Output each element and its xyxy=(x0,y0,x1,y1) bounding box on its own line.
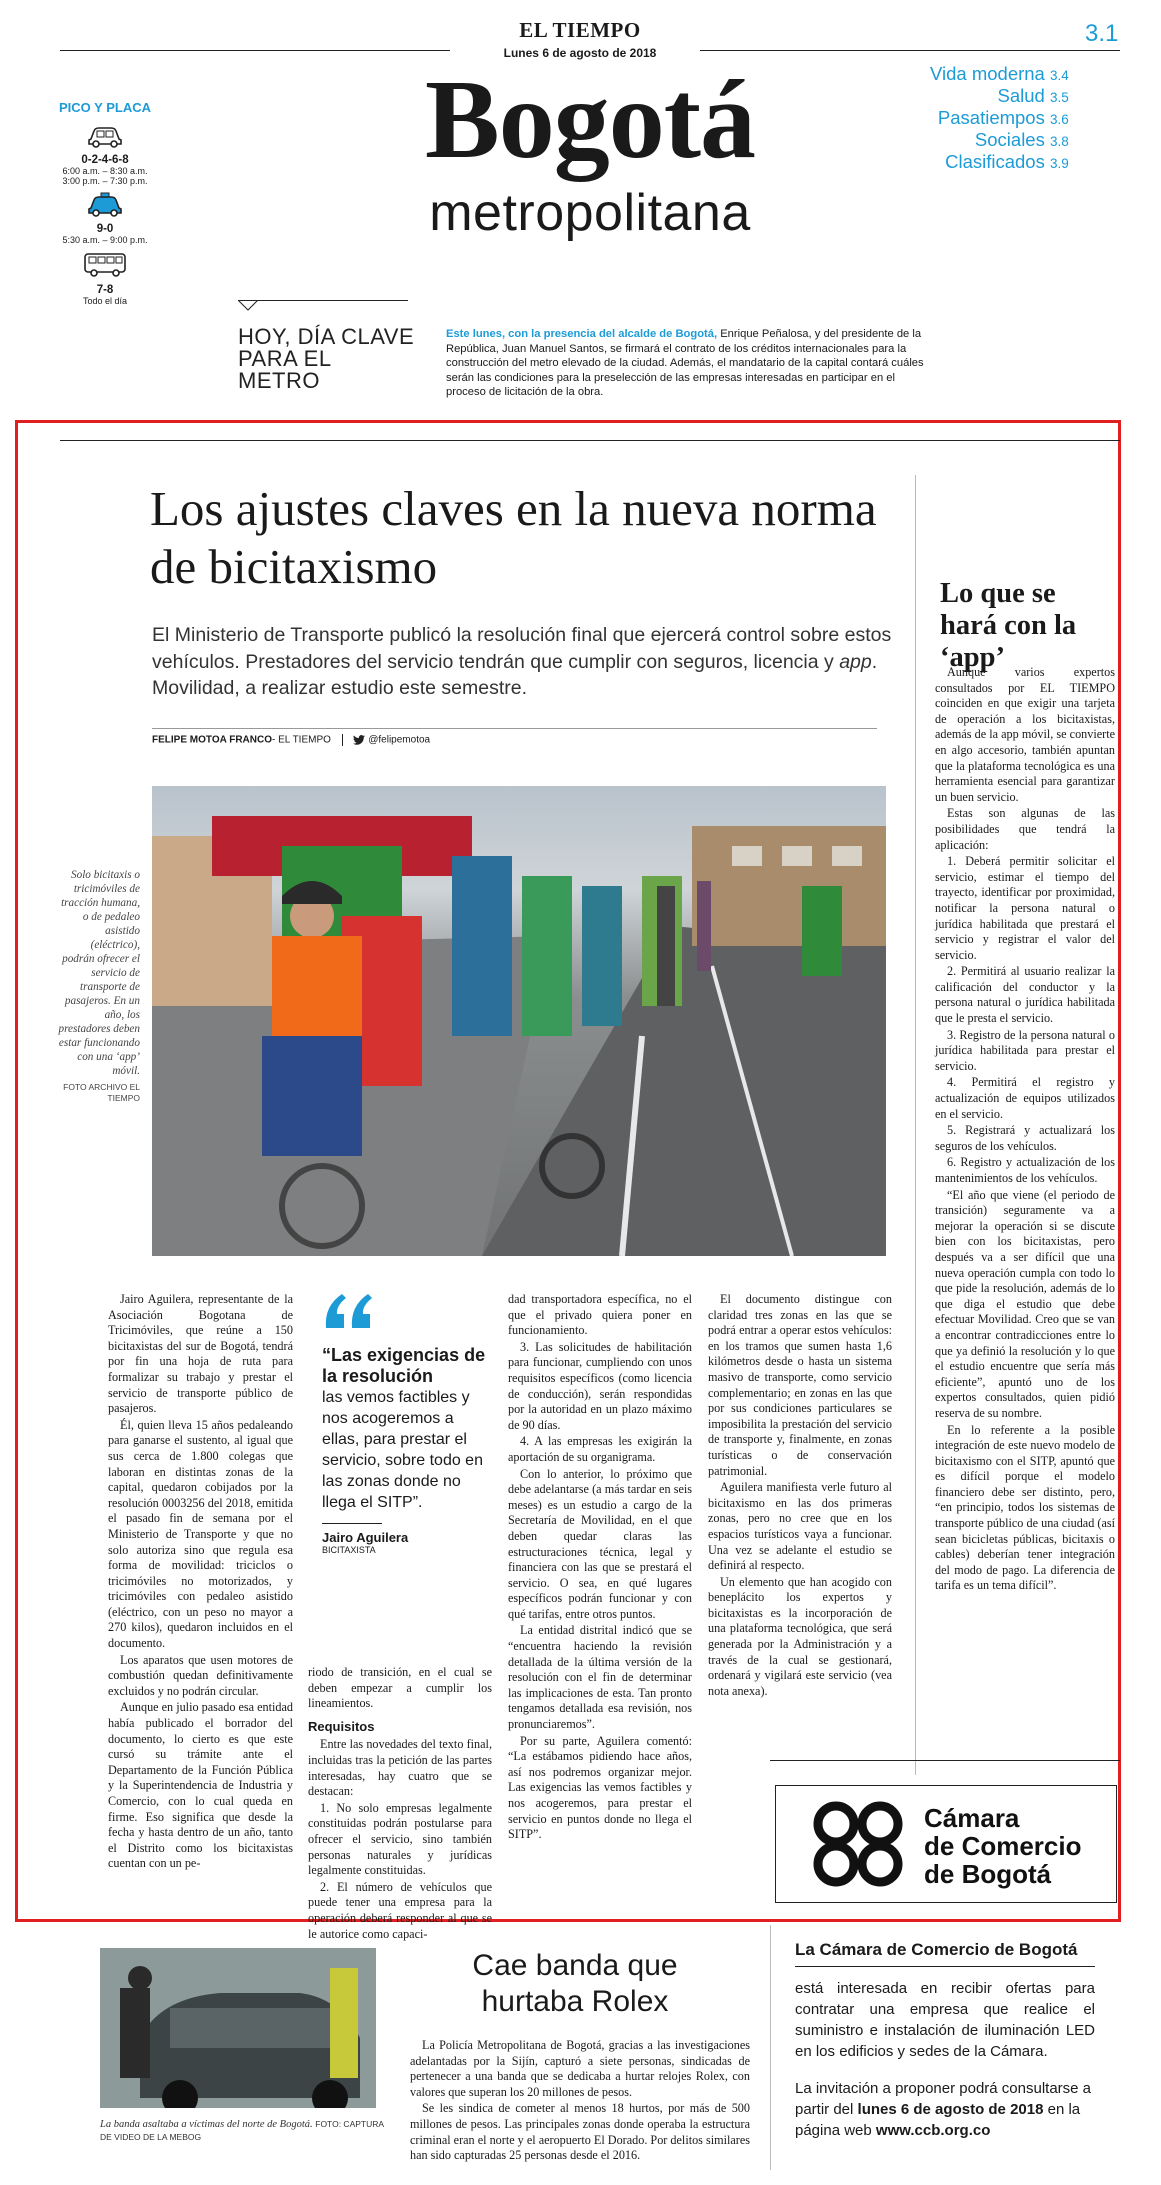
bicitaxi-photo xyxy=(152,786,886,1256)
index-item[interactable]: Vida moderna 3.4 xyxy=(930,63,1069,84)
ccb-logo-text: Cámara de Comercio de Bogotá xyxy=(924,1803,1082,1889)
paragraph: 6. Registro y actualización de los mantenimientos de los vehículos. xyxy=(935,1155,1115,1185)
quote-lead: “Las exigencias de la resolución xyxy=(322,1345,486,1386)
today-lead: Este lunes, con la presencia del alcalde de Bogotá, xyxy=(446,328,718,340)
times-1b: 3:00 p.m. – 7:30 p.m. xyxy=(62,176,148,186)
car-icon xyxy=(85,123,125,149)
paragraph: Él, quien lleva 15 años pedaleando para ganarse el sustento, al igual que sus cerca de 1.800 colegas que laboran en distintas zonas de la capital, quedaron cobijados por la resolución 0003256 del 2018, emitida el pasado fin de semana por el Ministerio de Transporte y que no solo autoriza sino que regula esa forma de movilidad: triciclos o tricimóviles no motorizados, y tricimóviles con pedaleo asistido (eléctrico, con un peso no mayor a 270 kilos), quedaron incluidos en el documento. xyxy=(108,1417,293,1651)
sidebar-divider xyxy=(915,475,916,1775)
paragraph: Por su parte, Aguilera comentó: “La estábamos pidiendo hace años, así nos podremos organizar mejor. Las exigencias las vemos factibles y nos acogeremos, para prestar el servicio en puntos donde no llega el SITP”. xyxy=(508,1733,692,1842)
paragraph: 5. Registrará y actualizará los seguros de los vehículos. xyxy=(935,1123,1115,1153)
paragraph: 2. El número de vehículos que puede tener una empresa para la operación deberá responder al que se le autorice como capaci- xyxy=(308,1879,492,1941)
ad-heading-rule xyxy=(795,1966,1095,1967)
article-top-rule xyxy=(60,440,1120,441)
ad-body: está interesada en recibir ofertas para contratar una empresa que realice el suministro e instalación de iluminación LED en los edificios y sedes de la Cámara. xyxy=(795,1980,1095,2060)
ad-body-2: La invitación a proponer podrá consultarse a partir del lunes 6 de agosto de 2018 en la página web www.ccb.org.co xyxy=(795,2080,1092,2139)
sidebar-title: Lo que se hará con la ‘app’ xyxy=(940,578,1077,673)
quote-role: BICITAXISTA xyxy=(322,1545,376,1555)
brief-photo xyxy=(100,1948,376,2108)
brief-credit: FOTO: CAPTURA DE VIDEO DE LA MEBOG xyxy=(100,2119,384,2142)
sidebar-text xyxy=(935,665,1115,1595)
column-2 xyxy=(308,1665,492,1943)
subhead: Requisitos xyxy=(308,1718,375,1734)
ad-logo-box xyxy=(775,1785,1117,1903)
bus-icon xyxy=(82,251,128,279)
brief-text xyxy=(410,2038,750,2165)
sections-index xyxy=(900,64,1080,174)
paragraph: Estas son algunas de las posibilidades que tendrá la aplicación: xyxy=(935,806,1115,852)
column-3 xyxy=(508,1292,692,1844)
paragraph: 4. Permitirá el registro y actualización de equipos utilizados en el servicio. xyxy=(935,1075,1115,1121)
paragraph: 2. Permitirá al usuario realizar la calificación del conductor y la persona natural o jurídica habilitada que le presta el servicio. xyxy=(935,964,1115,1026)
paragraph: Un elemento que han acogido con beneplácito los expertos y bicitaxistas es la incorporación de una plataforma tecnológica, que será generada por la Administración y a través de la cual se gestionará, ordenará y vigilará este servicio (vea nota anexa). xyxy=(708,1574,892,1698)
plates-2: 9-0 xyxy=(96,223,114,235)
paragraph: El documento distingue con claridad tres zonas en las que se podrá entrar a operar estos vehículos: en los tramos que sumen hasta 1,6 kilómetros desde o hasta un sistema masivo de transporte, como servicio complementario; en zonas en las que por sus condiciones particulares se imposibilita la prestación del servicio de transporte y, finalmente, en zonas turísticas o de conservación patrimonial. xyxy=(708,1292,892,1478)
paragraph: 1. No solo empresas legalmente constituidas podrán postularse para ofrecer el servicio, sino también personas naturales y jurídicas legalmente constituidas. xyxy=(308,1800,492,1878)
article-deck: El Ministerio de Transporte publicó la resolución final que ejercerá control sobre estos vehículos. Prestadores del servicio tendrán que cumplir con seguros, licencia y app. Movilidad, a realizar estudio este semestre. xyxy=(152,624,892,699)
times-2: 5:30 a.m. – 9:00 p.m. xyxy=(62,235,148,245)
quote-body: las vemos factibles y nos acogeremos a ellas, para prestar el servicio, sobre todo en las zonas donde no llega el SITP”. xyxy=(322,1389,483,1511)
photo-caption: Solo bicitaxis o tricimóviles de tracción humana, o de pedaleo asistido (eléctrico), podrán ofrecer el servicio de transporte de pasajeros. En un año, los prestadores deben estar funcionando con una ‘app’ móvil. FOTO ARCHIVO EL TIEMPO xyxy=(58,869,140,1103)
taxi-icon xyxy=(85,192,125,218)
section-subtitle: metropolitana xyxy=(429,184,751,242)
plates-3: 7-8 xyxy=(96,284,114,296)
today-notch xyxy=(238,300,278,312)
top-rule-left xyxy=(60,50,450,51)
today-body: Enrique Peñalosa, y del presidente de la República, Juan Manuel Santos, se firmará el contrato de los créditos internacionales para la construcción del metro elevado de la ciudad. Además, el mandatario de la capital contará cuáles serán las condiciones para la preselección de las empresas interesadas en participar en el proceso de licitación de la obra. xyxy=(446,328,924,398)
bottom-divider xyxy=(770,1925,771,2170)
page-number: 3.1 xyxy=(1085,20,1119,47)
paragraph: En lo referente a la posible integración de este nuevo modelo de bicitaxismo con el SITP, apuntó que es difícil porque el modelo financiero debe ser distinto, pero, “en principio, todos los sistemas de transporte público de una ciudad (así sean bicicletas públicas, bicitaxis o cables) deberían tener integración del modo de pago. La diferencia de tarifa es un tema difícil”. xyxy=(935,1422,1115,1593)
brief-caption: La banda asaltaba a víctimas del norte de Bogotá. FOTO: CAPTURA DE VIDEO DE LA MEBOG xyxy=(100,2119,384,2142)
paragraph: 3. Las solicitudes de habilitación para funcionar, cumpliendo con unos requisitos específicos (como licencia de conducción), serán respondidas por la autoridad en un plazo máximo de 90 días. xyxy=(508,1339,692,1432)
paragraph: La Policía Metropolitana de Bogotá, gracias a las investigaciones adelantadas por la Sijín, capturó a siete personas, sindicadas de pertenecer a una banda que se dedicaba a hurtar relojes Rolex, con valores que superan los 20 millones de pesos. xyxy=(410,2038,750,2099)
section-title: Bogotá xyxy=(425,58,755,182)
paragraph: 3. Registro de la persona natural o jurídica habilitada para prestar el servicio. xyxy=(935,1027,1115,1073)
times-1a: 6:00 a.m. – 8:30 a.m. xyxy=(62,166,148,176)
index-item[interactable]: Clasificados 3.9 xyxy=(945,151,1069,172)
byline-rule xyxy=(152,728,877,729)
paragraph: Se les sindica de cometer al menos 18 hurtos, por más de 500 millones de pesos. Las principales zonas donde operaba la estructura criminal eran el norte y el aeropuerto El Dorado. Por delitos similares han sido capturadas 25 personas desde el 2016. xyxy=(410,2101,750,2163)
quote-mark-icon xyxy=(322,1288,378,1332)
paragraph: Con lo anterior, lo próximo que debe adelantarse (a más tardar en seis meses) es un estudio a cargo de la Secretaría de Movilidad, en el que deben quedar claras las estructuraciones técnica, legal y financiera con las que se prestará el servicio. O sea, en qué lugares específicos podrán funcionar y con qué tarifas, entre otros puntos. xyxy=(508,1466,692,1621)
pull-quote xyxy=(322,1288,492,1555)
twitter-handle[interactable]: @felipemotoa xyxy=(368,734,431,746)
paragraph: Aunque varios expertos consultados por EL TIEMPO coinciden en que exigir una tarjeta de operación a los bicitaxistas, además de la app móvil, se convierte en algo accesorio, también apuntan que la plataforma tecnológica es una herramienta esencial para garantizar un buen servicio. xyxy=(935,665,1115,804)
byline xyxy=(152,734,430,746)
times-3: Todo el día xyxy=(82,296,128,306)
paragraph: 1. Deberá permitir solicitar el servicio, estimar el tiempo del trayecto, identificar por proximidad, notificar la persona natural o jurídica habilitada que prestará el servicio y registrar el valor del servicio. xyxy=(935,854,1115,962)
paragraph: La entidad distrital indicó que se “encuentra haciendo la revisión detallada de la última versión de la resolución con el fin de determinar las implicaciones de esta. Tan pronto tengamos detallada esa revisión, nos pronunciaremos”. xyxy=(508,1623,692,1732)
paragraph: Jairo Aguilera, representante de la Asociación Bogotana de Tricimóviles, que reúne a 150 bicitaxistas del sur de Bogotá, tendrá por fin una hoja de ruta para formalizar su trabajo y prestar el servicio de transporte público de pasajeros. xyxy=(108,1292,293,1416)
issue-date: Lunes 6 de agosto de 2018 xyxy=(503,46,657,60)
photo-credit: FOTO ARCHIVO EL TIEMPO xyxy=(63,1082,140,1103)
paragraph: Aunque en julio pasado esa entidad había publicado el borrador del documento, lo cierto es que este cursó su trámite ante el Departamento de la Función Pública y la Superintendencia de Industria y Comercio, con lo cual queda en firme. Eso significa que desde la fecha y hasta dentro de un año, tanto el Distrito como los bicitaxistas cuentan con un pe- xyxy=(108,1700,293,1871)
paragraph: Aguilera manifiesta verle futuro al bicitaxismo en las dos primeras zonas, pero no cree que en los espacios turísticos vaya a funcionar. Una vez se adelante el estudio se definirá al respecto. xyxy=(708,1480,892,1573)
byline-org: - EL TIEMPO xyxy=(272,734,331,746)
top-rule-right xyxy=(700,50,1120,51)
ad-url[interactable]: www.ccb.org.co xyxy=(875,2122,991,2139)
twitter-icon xyxy=(353,735,365,745)
ad-top-rule xyxy=(770,1760,1120,1761)
pico-placa xyxy=(40,100,170,306)
ccb-logo-icon xyxy=(806,1800,916,1890)
paragraph: “El año que viene (el periodo de transición) seguramente va a mejorar la operación si se discute bien con los bicitaxistas, pero después va a ser difícil que una nueva operación cumpla con todo lo que pide la resolución, además de lo que diga el estudio que debe efectuar Movilidad. Creo que se van a encontrar contradicciones entre lo que ya definió la resolución y lo que el estudio encuentre que sería más eficiente”, apuntó uno de los expertos consultados, quien pidió reserva de su nombre. xyxy=(935,1187,1115,1420)
column-4 xyxy=(708,1292,892,1700)
article-headline: Los ajustes claves en la nueva norma de bicitaxismo xyxy=(150,481,877,594)
column-1 xyxy=(108,1292,293,1873)
paragraph: riodo de transición, en el cual se deben empezar a cumplir los lineamientos. xyxy=(308,1665,492,1711)
index-item[interactable]: Sociales 3.8 xyxy=(974,129,1069,150)
byline-name: FELIPE MOTOA FRANCO xyxy=(152,734,272,746)
paragraph: dad transportadora específica, no el que el privado quiera poner en funcionamiento. xyxy=(508,1292,692,1338)
today-label: HOY, DÍA CLAVE PARA EL METRO xyxy=(238,324,415,393)
paragraph: 4. A las empresas les exigirán la aportación de su organigrama. xyxy=(508,1434,692,1464)
today-text xyxy=(446,327,936,400)
ad-heading: La Cámara de Comercio de Bogotá xyxy=(795,1940,1078,1959)
index-item[interactable]: Pasatiempos 3.6 xyxy=(937,107,1069,128)
brief-headline: Cae banda que hurtaba Rolex xyxy=(472,1949,678,2018)
paragraph: Entre las novedades del texto final, incluidas tras la petición de las partes interesadas, hay cuatro que se destacan: xyxy=(308,1737,492,1799)
paragraph: Los aparatos que usen motores de combustión quedan definitivamente excluidos y no podrán circular. xyxy=(108,1652,293,1698)
pico-placa-title: PICO Y PLACA xyxy=(59,100,151,115)
index-item[interactable]: Salud 3.5 xyxy=(997,85,1069,106)
quote-author: Jairo Aguilera xyxy=(322,1530,409,1545)
plates-1: 0-2-4-6-8 xyxy=(81,154,129,166)
brand: EL TIEMPO xyxy=(519,18,641,42)
